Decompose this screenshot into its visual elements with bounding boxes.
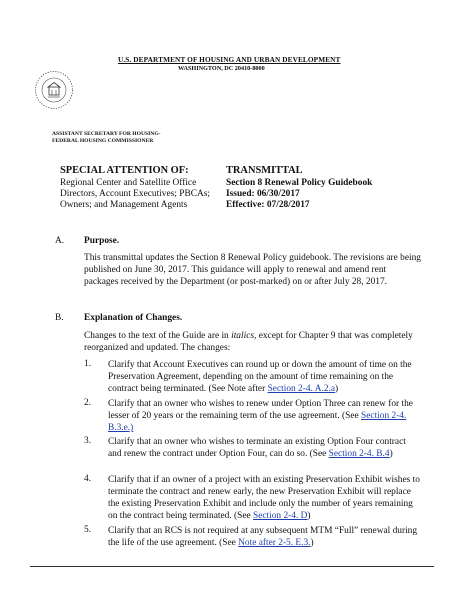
change-item: Clarify that an owner who wishes to renew under Option Three can renew for the lesser of 20 years or the remaining term of the use agreement. (See Section 2-4. B.3.e.)	[108, 399, 413, 433]
assistant-secretary-block	[52, 131, 161, 146]
change-item-number: 3.	[84, 436, 92, 446]
special-attention-title: SPECIAL ATTENTION OF:	[60, 165, 189, 176]
department-address: WASHINGTON, DC 20410-8000	[178, 65, 265, 72]
section-a-letter: A.	[55, 236, 65, 246]
section-b-intro: Changes to the text of the Guide are in italics, except for Chapter 9 that was completely reorganized and updated. The changes:	[84, 331, 413, 353]
special-attention-line: Regional Center and Satellite Office	[60, 178, 197, 188]
footer-divider	[30, 566, 434, 567]
assistant-secretary-line: FEDERAL HOUSING COMMISSIONER	[52, 138, 154, 145]
transmittal-effective: Effective: 07/28/2017	[226, 200, 310, 210]
change-item-number: 5.	[84, 525, 92, 535]
change-item: Clarify that an RCS is not required at any subsequent MTM “Full” renewal during the life of the use agreement. (See Note after 2-5. E.3.)	[108, 526, 418, 548]
change-item: Clarify that Account Executives can round up or down the amount of time on the Preservation Agreement, depending on the amount of time remaining on the contract being terminated. (See Note after Section 2-4. A.2.a)	[108, 360, 412, 394]
change-item-number: 1.	[84, 359, 92, 369]
section-link[interactable]: Section 2-4. B.3.e.)	[108, 411, 407, 433]
hud-seal-icon	[34, 70, 74, 110]
department-name: U.S. DEPARTMENT OF HOUSING AND URBAN DEVELOPMENT	[118, 55, 341, 64]
section-a-heading: Purpose.	[84, 236, 120, 246]
section-b-heading: Explanation of Changes.	[84, 313, 183, 323]
special-attention-line: Directors, Account Executives; PBCAs;	[60, 189, 210, 199]
change-item: Clarify that if an owner of a project with an existing Preservation Exhibit wishes to terminate the contract and renew early, the new Preservation Exhibit will replace the existing Preservation Exhibit and include only the number of years remaining on the contract being terminated. (See Section 2-4. D)	[108, 475, 420, 521]
section-link[interactable]: Note after 2-5. E.3.	[238, 538, 311, 548]
change-item: Clarify that an owner who wishes to terminate an existing Option Four contract and renew the contract under Option Four, can do so. (See Section 2-4. B.4)	[108, 437, 406, 459]
special-attention-line: Owners; and Management Agents	[60, 200, 188, 210]
section-b-letter: B.	[55, 313, 64, 323]
section-link[interactable]: Section 2-4. A.2.a	[267, 384, 336, 394]
transmittal-title: TRANSMITTAL	[226, 165, 303, 176]
transmittal-issued: Issued: 06/30/2017	[226, 189, 300, 199]
section-a-body: This transmittal updates the Section 8 Renewal Policy guidebook. The revisions are being published on June 30, 2017. This guidance will apply to renewal and amend rent packages received by the Department (or post-marked) on or after July 28, 2017.	[84, 253, 421, 287]
italics-word: italics	[231, 331, 255, 341]
change-item-number: 4.	[84, 474, 92, 484]
section-link[interactable]: Section 2-4. B.4	[328, 449, 390, 459]
change-item-number: 2.	[84, 398, 92, 408]
section-link[interactable]: Section 2-4. D	[253, 511, 308, 521]
transmittal-line: Section 8 Renewal Policy Guidebook	[226, 178, 373, 188]
assistant-secretary-line: ASSISTANT SECRETARY FOR HOUSING-	[52, 131, 161, 137]
